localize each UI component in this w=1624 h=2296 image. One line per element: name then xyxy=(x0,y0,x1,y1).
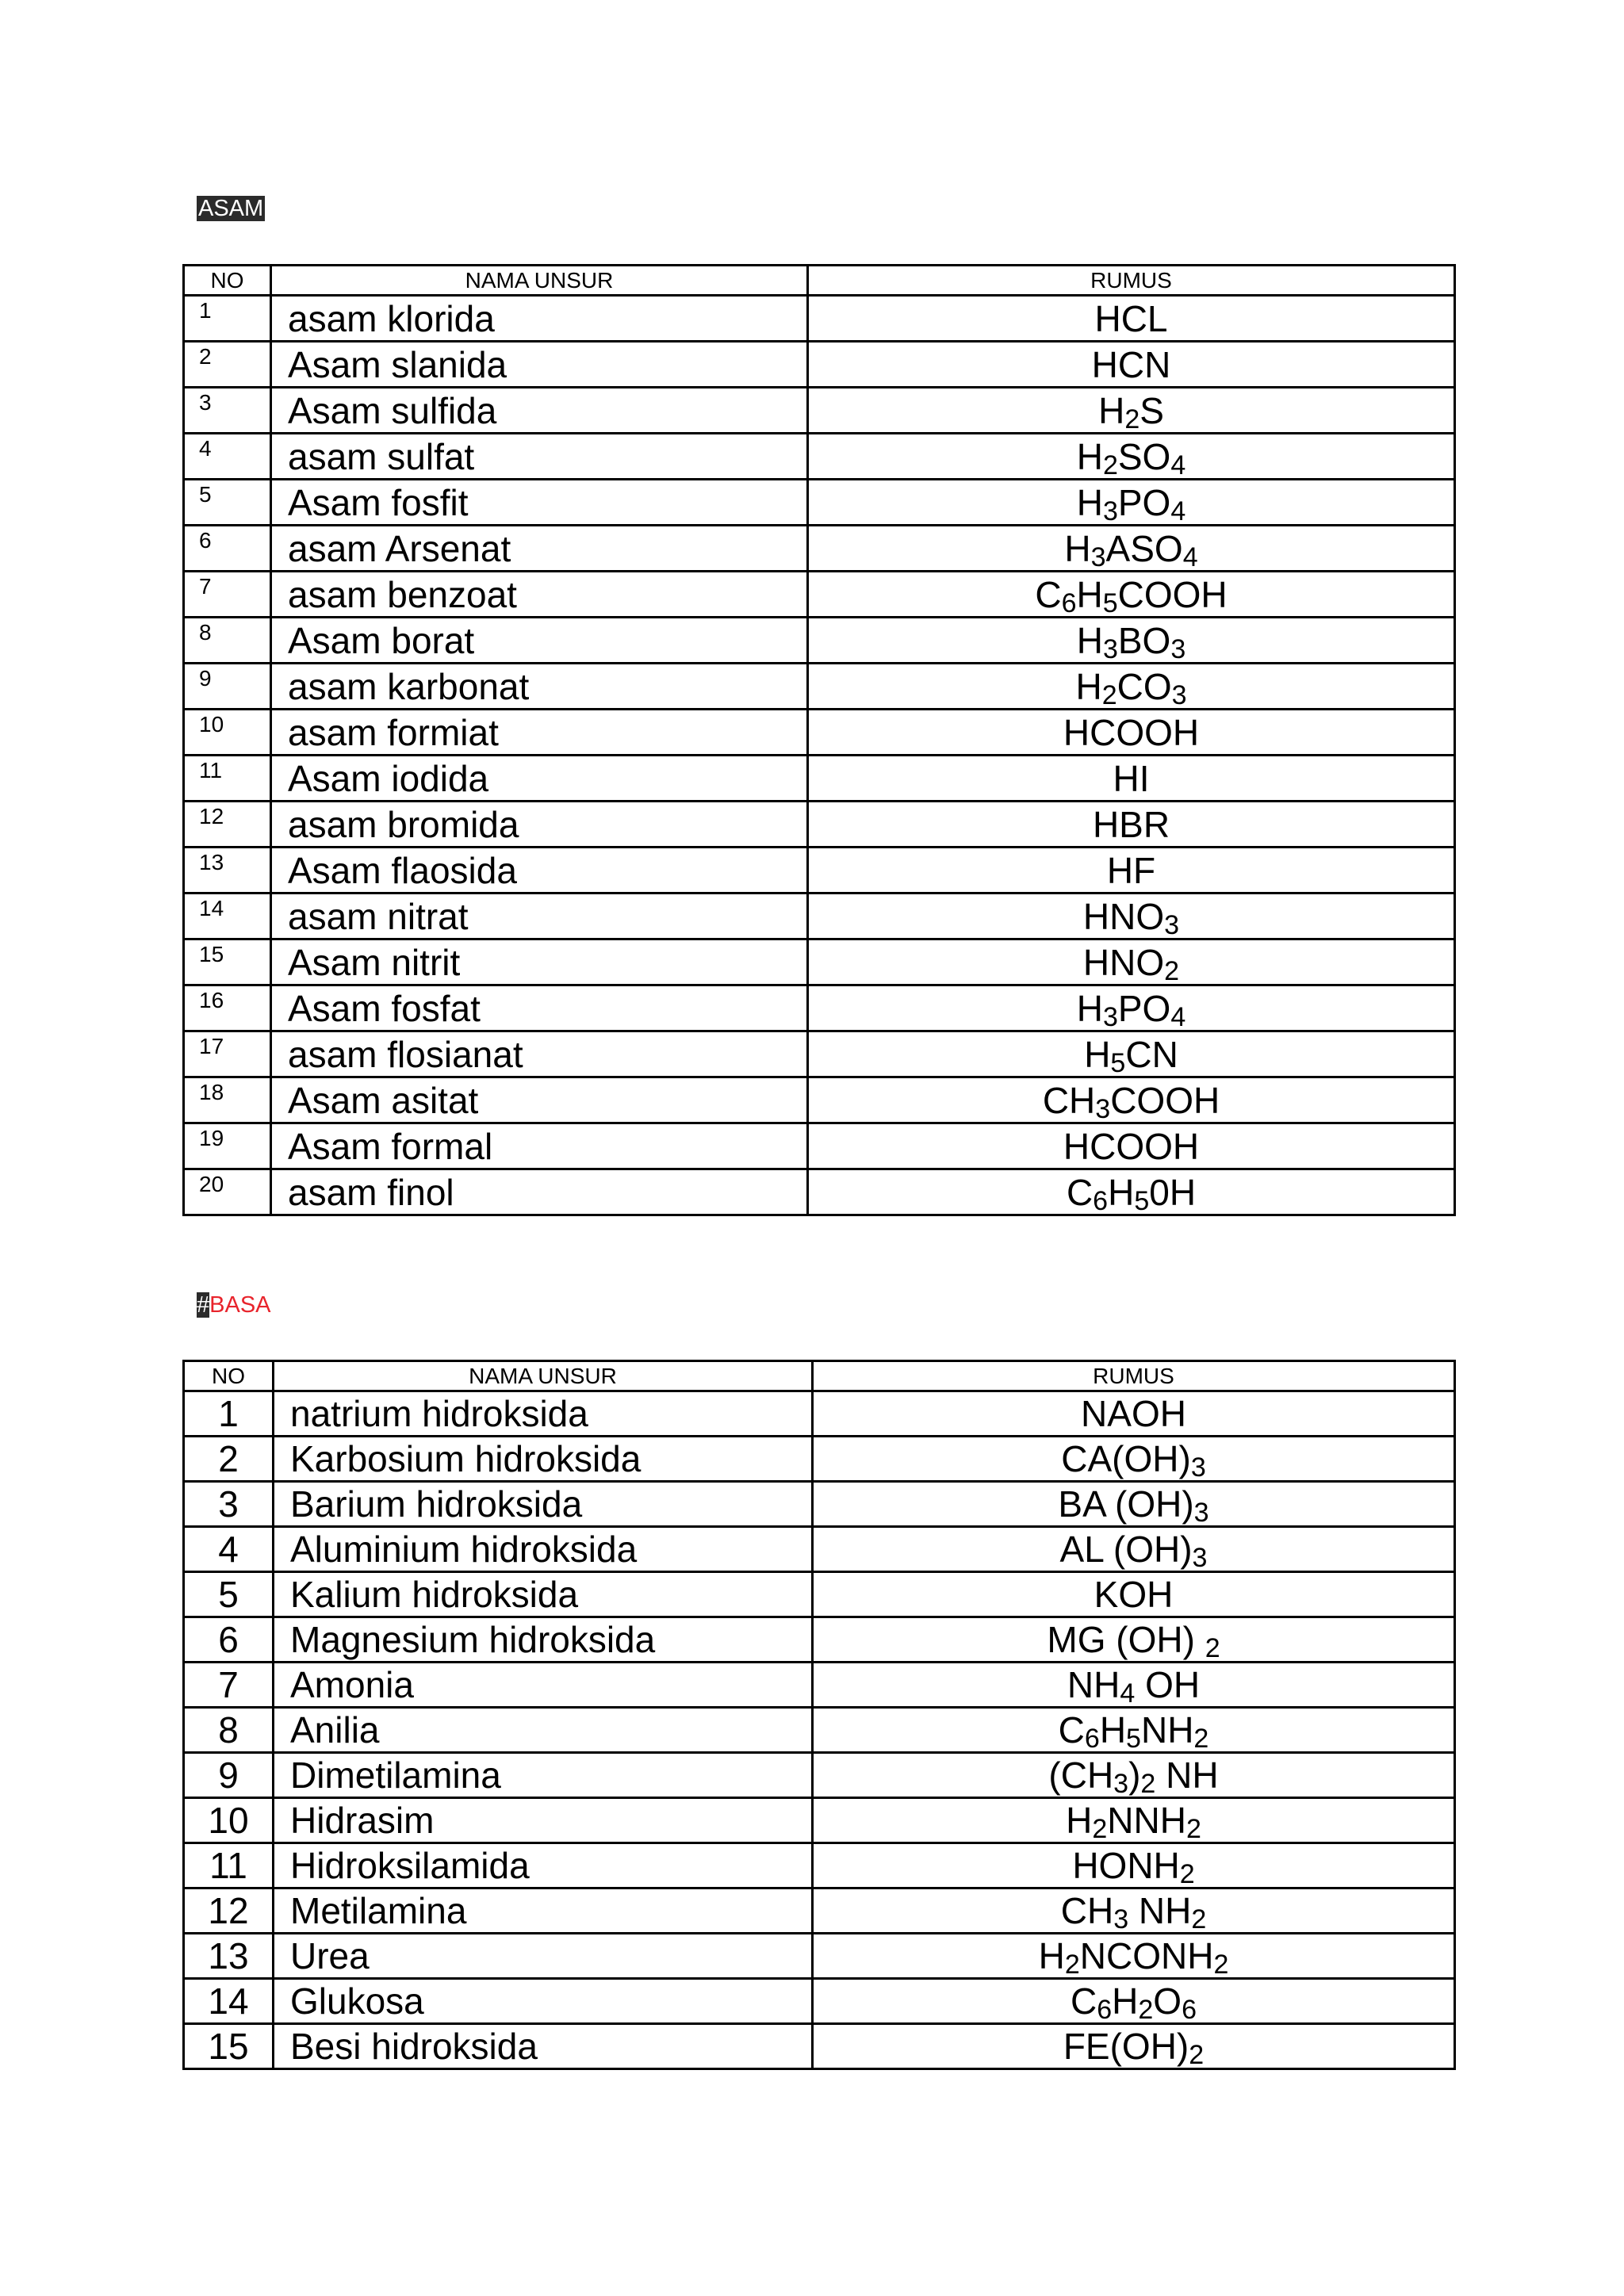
formula-subscript: 4 xyxy=(1120,1678,1136,1708)
chemical-formula xyxy=(813,1437,1455,1482)
formula-subscript: 3 xyxy=(1102,496,1118,526)
basa-heading-text: BASA xyxy=(209,1292,271,1318)
chemical-formula xyxy=(813,1888,1455,1934)
row-number: 6 xyxy=(184,1617,274,1663)
column-header-name: NAMA UNSUR xyxy=(271,266,808,296)
table-row xyxy=(184,1708,1455,1753)
table-row xyxy=(184,572,1455,618)
row-number: 9 xyxy=(184,664,271,710)
formula-part: BA (OH) xyxy=(1058,1483,1194,1525)
compound-name: natrium hidroksida xyxy=(274,1391,813,1437)
formula-part: PO xyxy=(1117,987,1171,1029)
compound-name: asam benzoat xyxy=(271,572,808,618)
chemical-formula xyxy=(813,1572,1455,1617)
table-row xyxy=(184,1031,1455,1077)
table-row xyxy=(184,848,1455,894)
chemical-formula xyxy=(813,1798,1455,1843)
formula-part: ASO xyxy=(1105,527,1183,569)
formula-part: H xyxy=(1076,481,1103,523)
row-number: 5 xyxy=(184,480,271,526)
formula-part: S xyxy=(1139,389,1164,431)
formula-part: CH xyxy=(1060,1890,1114,1931)
formula-subscript: 3 xyxy=(1095,1093,1111,1123)
formula-subscript: 3 xyxy=(1171,679,1187,710)
formula-part: COOH xyxy=(1117,573,1228,615)
chemical-formula xyxy=(808,572,1455,618)
formula-subscript: 2 xyxy=(1205,1633,1220,1663)
compound-name: Asam iodida xyxy=(271,756,808,802)
row-number: 16 xyxy=(184,985,271,1031)
formula-part: H xyxy=(1076,987,1103,1029)
compound-name: Magnesium hidroksida xyxy=(274,1617,813,1663)
chemical-formula xyxy=(813,1482,1455,1527)
row-number: 2 xyxy=(184,1437,274,1482)
formula-subscript: 2 xyxy=(1189,2040,1205,2069)
formula-part: CN xyxy=(1125,1033,1178,1075)
row-number: 12 xyxy=(184,802,271,848)
row-number: 18 xyxy=(184,1077,271,1123)
formula-subscript: 4 xyxy=(1182,541,1198,572)
formula-part: H xyxy=(1098,389,1125,431)
chemical-formula xyxy=(808,434,1455,480)
formula-subscript: 3 xyxy=(1090,541,1106,572)
chemical-formula xyxy=(808,342,1455,388)
compound-name: asam sulfat xyxy=(271,434,808,480)
chemical-formula xyxy=(813,1527,1455,1572)
basa-heading xyxy=(197,1289,271,1321)
row-number: 5 xyxy=(184,1572,274,1617)
formula-part: HBR xyxy=(1092,803,1170,845)
table-row xyxy=(184,1169,1455,1215)
table-row xyxy=(184,2024,1455,2069)
table-row xyxy=(184,1077,1455,1123)
compound-name: asam finol xyxy=(271,1169,808,1215)
formula-subscript: 5 xyxy=(1102,587,1118,618)
formula-subscript: 3 xyxy=(1102,1001,1118,1031)
formula-subscript: 2 xyxy=(1102,450,1118,480)
formula-part: NCONH xyxy=(1079,1935,1214,1976)
table-row xyxy=(184,710,1455,756)
formula-subscript: 6 xyxy=(1084,1724,1100,1753)
formula-subscript: 6 xyxy=(1061,587,1077,618)
chemical-formula xyxy=(813,1391,1455,1437)
table-row xyxy=(184,756,1455,802)
formula-part: HNO xyxy=(1082,941,1165,983)
formula-subscript: 5 xyxy=(1134,1185,1150,1215)
compound-name: Hidrasim xyxy=(274,1798,813,1843)
table-row xyxy=(184,1437,1455,1482)
formula-subscript: 6 xyxy=(1093,1185,1109,1215)
formula-subscript: 3 xyxy=(1192,1543,1208,1572)
chemical-formula xyxy=(808,480,1455,526)
chemical-formula xyxy=(808,618,1455,664)
row-number: 10 xyxy=(184,710,271,756)
table-row xyxy=(184,894,1455,939)
formula-subscript: 3 xyxy=(1170,633,1186,664)
table-row xyxy=(184,802,1455,848)
basa-heading-hash: # xyxy=(197,1292,210,1318)
row-number: 4 xyxy=(184,434,271,480)
chemical-formula xyxy=(813,1753,1455,1798)
formula-subscript: 5 xyxy=(1126,1724,1141,1753)
formula-subscript: 2 xyxy=(1213,1950,1229,1979)
formula-subscript: 4 xyxy=(1170,496,1186,526)
formula-part: CO xyxy=(1116,665,1172,707)
table-row xyxy=(184,664,1455,710)
formula-part: NH xyxy=(1155,1755,1219,1796)
compound-name: Amonia xyxy=(274,1663,813,1708)
table-row xyxy=(184,1572,1455,1617)
compound-name: Metilamina xyxy=(274,1888,813,1934)
formula-part: H xyxy=(1066,1800,1093,1841)
formula-part: COOH xyxy=(1110,1079,1220,1121)
basa-header-row xyxy=(184,1361,1455,1391)
basa-table xyxy=(182,1360,1456,2070)
formula-part: KOH xyxy=(1094,1574,1174,1615)
formula-part: H xyxy=(1076,619,1103,661)
chemical-formula xyxy=(808,848,1455,894)
formula-subscript: 6 xyxy=(1182,1995,1197,2024)
formula-part: OH xyxy=(1135,1664,1201,1705)
formula-subscript: 2 xyxy=(1193,1724,1209,1753)
compound-name: Anilia xyxy=(274,1708,813,1753)
row-number: 15 xyxy=(184,939,271,985)
compound-name: Asam fosfat xyxy=(271,985,808,1031)
formula-part: NAOH xyxy=(1081,1393,1186,1434)
formula-subscript: 2 xyxy=(1138,1995,1154,2024)
compound-name: Asam formal xyxy=(271,1123,808,1169)
row-number: 13 xyxy=(184,848,271,894)
compound-name: Glukosa xyxy=(274,1979,813,2024)
row-number: 7 xyxy=(184,1663,274,1708)
formula-subscript: 3 xyxy=(1113,1904,1129,1934)
row-number: 8 xyxy=(184,618,271,664)
asam-heading-text: ASAM xyxy=(198,196,264,221)
chemical-formula xyxy=(808,1031,1455,1077)
formula-subscript: 3 xyxy=(1113,1769,1129,1798)
row-number: 17 xyxy=(184,1031,271,1077)
formula-subscript: 4 xyxy=(1170,1001,1186,1031)
formula-part: NNH xyxy=(1107,1800,1186,1841)
chemical-formula xyxy=(808,296,1455,342)
table-row xyxy=(184,480,1455,526)
table-row xyxy=(184,1753,1455,1798)
compound-name: Asam asitat xyxy=(271,1077,808,1123)
formula-part: PO xyxy=(1117,481,1171,523)
formula-part: C xyxy=(1070,1980,1097,2022)
formula-subscript: 3 xyxy=(1193,1498,1209,1527)
formula-part: O xyxy=(1153,1980,1182,2022)
compound-name: Hidroksilamida xyxy=(274,1843,813,1888)
formula-part: H xyxy=(1076,435,1103,477)
formula-part: HCOOH xyxy=(1063,711,1200,753)
table-row xyxy=(184,1663,1455,1708)
table-row xyxy=(184,388,1455,434)
table-row xyxy=(184,939,1455,985)
table-row xyxy=(184,1934,1455,1979)
row-number: 10 xyxy=(184,1798,274,1843)
table-row xyxy=(184,342,1455,388)
chemical-formula xyxy=(813,1708,1455,1753)
table-row xyxy=(184,434,1455,480)
row-number: 7 xyxy=(184,572,271,618)
formula-part: BO xyxy=(1117,619,1171,661)
formula-part: MG (OH) xyxy=(1047,1619,1205,1660)
formula-part: H xyxy=(1075,665,1102,707)
table-row xyxy=(184,1527,1455,1572)
formula-part: NH xyxy=(1140,1709,1194,1751)
compound-name: Barium hidroksida xyxy=(274,1482,813,1527)
row-number: 12 xyxy=(184,1888,274,1934)
compound-name: asam bromida xyxy=(271,802,808,848)
chemical-formula xyxy=(813,2024,1455,2069)
compound-name: Asam fosfit xyxy=(271,480,808,526)
table-row xyxy=(184,1843,1455,1888)
formula-part: HNO xyxy=(1082,895,1165,937)
row-number: 4 xyxy=(184,1527,274,1572)
column-header-formula: RUMUS xyxy=(808,266,1455,296)
formula-part: H xyxy=(1038,1935,1065,1976)
compound-name: asam formiat xyxy=(271,710,808,756)
formula-part: C xyxy=(1058,1709,1085,1751)
chemical-formula xyxy=(813,1843,1455,1888)
formula-part: 0H xyxy=(1149,1171,1197,1213)
row-number: 6 xyxy=(184,526,271,572)
formula-subscript: 2 xyxy=(1164,955,1180,985)
row-number: 9 xyxy=(184,1753,274,1798)
table-row xyxy=(184,1979,1455,2024)
formula-part: C xyxy=(1066,1171,1094,1213)
formula-subscript: 3 xyxy=(1164,909,1180,939)
formula-subscript: 2 xyxy=(1179,1859,1195,1888)
chemical-formula xyxy=(813,1934,1455,1979)
compound-name: Karbosium hidroksida xyxy=(274,1437,813,1482)
table-row xyxy=(184,1798,1455,1843)
chemical-formula xyxy=(808,664,1455,710)
row-number: 3 xyxy=(184,1482,274,1527)
column-header-name: NAMA UNSUR xyxy=(274,1361,813,1391)
formula-part: HONH xyxy=(1072,1845,1180,1886)
formula-part: AL (OH) xyxy=(1059,1529,1193,1570)
formula-part: H xyxy=(1084,1033,1111,1075)
formula-subscript: 2 xyxy=(1092,1814,1108,1843)
table-row xyxy=(184,526,1455,572)
compound-name: asam flosianat xyxy=(271,1031,808,1077)
formula-part: HCL xyxy=(1094,297,1168,339)
formula-part: HCN xyxy=(1091,343,1171,385)
compound-name: asam karbonat xyxy=(271,664,808,710)
chemical-formula xyxy=(808,526,1455,572)
chemical-formula xyxy=(813,1979,1455,2024)
formula-subscript: 4 xyxy=(1170,450,1186,480)
formula-subscript: 2 xyxy=(1124,404,1140,434)
row-number: 14 xyxy=(184,1979,274,2024)
formula-subscript: 2 xyxy=(1101,679,1117,710)
formula-part: SO xyxy=(1117,435,1171,477)
formula-subscript: 2 xyxy=(1140,1769,1156,1798)
compound-name: Asam sulfida xyxy=(271,388,808,434)
formula-part: ) xyxy=(1128,1755,1141,1796)
compound-name: Kalium hidroksida xyxy=(274,1572,813,1617)
table-row xyxy=(184,1617,1455,1663)
row-number: 8 xyxy=(184,1708,274,1753)
asam-header-row xyxy=(184,266,1455,296)
formula-part: H xyxy=(1112,1980,1139,2022)
formula-subscript: 3 xyxy=(1190,1452,1206,1482)
chemical-formula xyxy=(813,1617,1455,1663)
row-number: 19 xyxy=(184,1123,271,1169)
table-row xyxy=(184,618,1455,664)
asam-table-body xyxy=(184,296,1455,1215)
table-row xyxy=(184,1123,1455,1169)
formula-subscript: 5 xyxy=(1110,1047,1126,1077)
row-number: 13 xyxy=(184,1934,274,1979)
compound-name: Asam slanida xyxy=(271,342,808,388)
compound-name: Asam borat xyxy=(271,618,808,664)
formula-part: FE(OH) xyxy=(1063,2026,1189,2067)
row-number: 1 xyxy=(184,296,271,342)
row-number: 20 xyxy=(184,1169,271,1215)
compound-name: asam nitrat xyxy=(271,894,808,939)
basa-table-body xyxy=(184,1391,1455,2069)
row-number: 2 xyxy=(184,342,271,388)
chemical-formula xyxy=(808,894,1455,939)
row-number: 15 xyxy=(184,2024,274,2069)
formula-subscript: 6 xyxy=(1097,1995,1113,2024)
formula-part: H xyxy=(1108,1171,1135,1213)
chemical-formula xyxy=(808,985,1455,1031)
formula-part: CH xyxy=(1042,1079,1096,1121)
formula-part: H xyxy=(1099,1709,1127,1751)
chemical-formula xyxy=(808,710,1455,756)
formula-part: C xyxy=(1035,573,1062,615)
chemical-formula xyxy=(813,1663,1455,1708)
column-header-formula: RUMUS xyxy=(813,1361,1455,1391)
chemical-formula xyxy=(808,939,1455,985)
chemical-formula xyxy=(808,802,1455,848)
formula-subscript: 2 xyxy=(1191,1904,1207,1934)
compound-name: Asam flaosida xyxy=(271,848,808,894)
row-number: 11 xyxy=(184,1843,274,1888)
compound-name: asam klorida xyxy=(271,296,808,342)
row-number: 14 xyxy=(184,894,271,939)
compound-name: Asam nitrit xyxy=(271,939,808,985)
formula-part: NH xyxy=(1067,1664,1120,1705)
formula-subscript: 3 xyxy=(1102,633,1118,664)
row-number: 3 xyxy=(184,388,271,434)
table-row xyxy=(184,1888,1455,1934)
formula-part: CA(OH) xyxy=(1061,1438,1191,1479)
chemical-formula xyxy=(808,1169,1455,1215)
formula-part: (CH xyxy=(1048,1755,1114,1796)
asam-heading xyxy=(197,193,265,224)
compound-name: Aluminium hidroksida xyxy=(274,1527,813,1572)
chemical-formula xyxy=(808,388,1455,434)
formula-subscript: 2 xyxy=(1064,1950,1080,1979)
row-number: 1 xyxy=(184,1391,274,1437)
compound-name: Dimetilamina xyxy=(274,1753,813,1798)
asam-table xyxy=(182,264,1456,1216)
formula-part: HCOOH xyxy=(1063,1125,1200,1167)
column-header-no: NO xyxy=(184,1361,274,1391)
formula-part: H xyxy=(1076,573,1103,615)
compound-name: asam Arsenat xyxy=(271,526,808,572)
chemical-formula xyxy=(808,1077,1455,1123)
formula-part: H xyxy=(1064,527,1091,569)
chemical-formula xyxy=(808,756,1455,802)
compound-name: Urea xyxy=(274,1934,813,1979)
formula-part: NH xyxy=(1128,1890,1192,1931)
formula-part: HI xyxy=(1113,757,1150,799)
column-header-no: NO xyxy=(184,266,271,296)
formula-subscript: 2 xyxy=(1185,1814,1201,1843)
table-row xyxy=(184,985,1455,1031)
formula-part: HF xyxy=(1106,849,1156,891)
table-row xyxy=(184,296,1455,342)
table-row xyxy=(184,1482,1455,1527)
compound-name: Besi hidroksida xyxy=(274,2024,813,2069)
chemical-formula xyxy=(808,1123,1455,1169)
row-number: 11 xyxy=(184,756,271,802)
table-row xyxy=(184,1391,1455,1437)
